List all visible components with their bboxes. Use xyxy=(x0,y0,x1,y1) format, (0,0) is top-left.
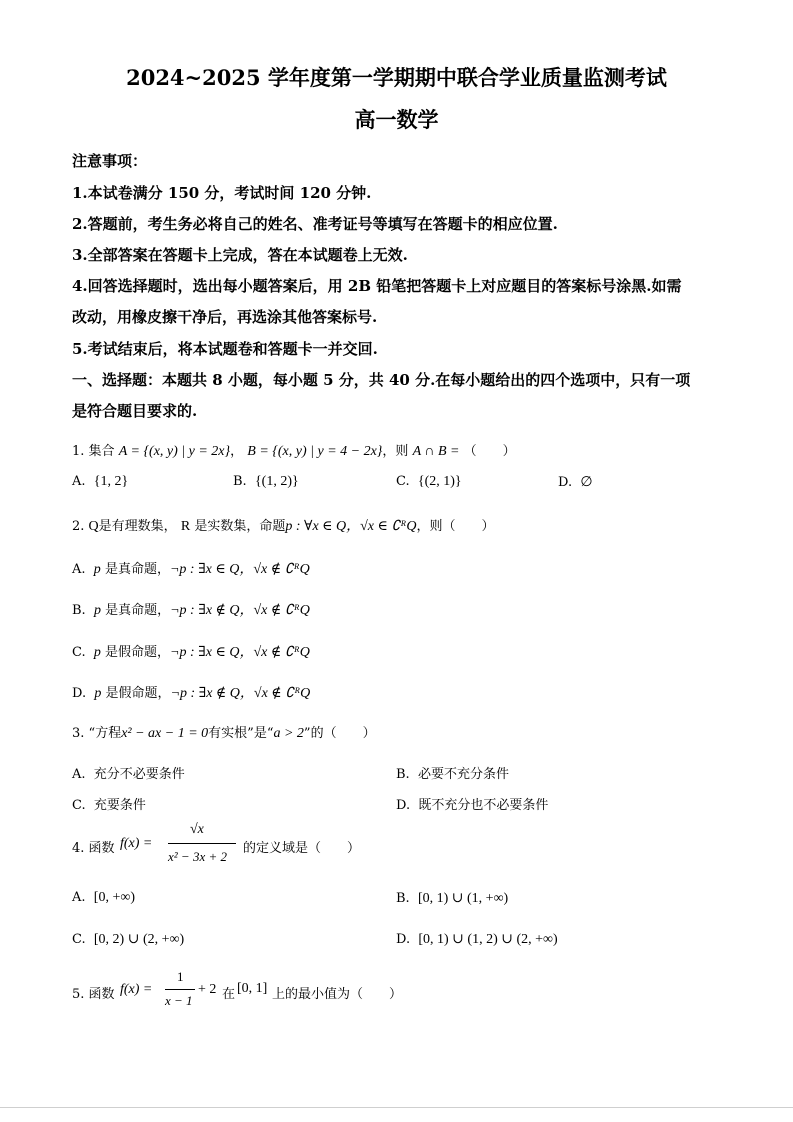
q2-option-b xyxy=(72,599,310,619)
note-item: 1.本试卷满分 150 分，考试时间 120 分钟. xyxy=(72,184,372,202)
section-heading: 一、选择题：本题共 8 小题，每小题 5 分，共 40 分.在每小题给出的四个选项中，只有一项 xyxy=(72,371,691,389)
option-text: 既不充分也不必要条件 xyxy=(418,798,549,813)
option-label: A. xyxy=(72,767,86,782)
option-label: C. xyxy=(72,932,86,947)
q4-denominator: x² − 3x + 2 xyxy=(168,849,227,864)
question-2 xyxy=(72,515,495,535)
note-item: 改动，用橡皮擦干净后，再选涂其他答案标号. xyxy=(72,308,378,326)
q3-option-b xyxy=(396,763,509,782)
option-text: {(1, 2)} xyxy=(254,474,299,489)
q5-text-2: 在 xyxy=(222,987,236,1002)
option-negation: ¬p : ∃x ∉ Q，√x ∉ ∁ᴿQ xyxy=(170,686,311,701)
question-3 xyxy=(72,722,376,742)
section-heading-cont: 是符合题目要求的. xyxy=(72,402,198,420)
q3-number: 3. xyxy=(72,726,85,741)
q1-paren: （ ） xyxy=(463,444,516,459)
q2-text-2: 是实数集，命题 xyxy=(194,519,286,534)
option-label: A. xyxy=(72,474,86,489)
option-text: ∅ xyxy=(580,475,593,490)
q5-plus: + 2 xyxy=(198,982,217,997)
option-label: B. xyxy=(396,767,410,782)
option-text: 必要不充分条件 xyxy=(417,767,509,782)
q4-text-1: 函数 xyxy=(88,841,115,856)
q5-frac-denominator: x − 1 xyxy=(165,993,193,1008)
note-item: 3.全部答案在答题卡上完成，答在本试题卷上无效. xyxy=(72,246,408,264)
q3-option-d xyxy=(396,794,548,813)
q5-number xyxy=(72,983,115,1002)
q4-option-b xyxy=(396,890,508,907)
page-bottom-divider xyxy=(0,1107,793,1108)
option-negation: ¬p : ∃x ∉ Q，√x ∉ ∁ᴿQ xyxy=(170,603,310,618)
option-p: p xyxy=(93,645,101,660)
q4-option-d xyxy=(396,931,558,948)
q2-sym-q: Q xyxy=(88,519,99,534)
option-p: p xyxy=(94,686,102,701)
q5-fx: f(x) = xyxy=(120,982,153,997)
option-text: [0, 1) ∪ (1, 2) ∪ (2, +∞) xyxy=(418,932,558,947)
option-label: A. xyxy=(72,890,86,905)
question-1 xyxy=(72,440,516,460)
q2-option-a xyxy=(72,558,310,578)
q3-option-a xyxy=(72,763,185,782)
q1-option-d xyxy=(558,474,593,491)
option-negation: ¬p : ∃x ∈ Q，√x ∉ ∁ᴿQ xyxy=(169,562,310,577)
option-text: [0, 1) ∪ (1, +∞) xyxy=(417,891,509,906)
q4-option-c xyxy=(72,931,184,948)
option-text: 充要条件 xyxy=(93,798,146,813)
q1-option-c xyxy=(396,474,462,490)
option-text: [0, 2) ∪ (2, +∞) xyxy=(93,932,185,947)
q4-num: 4. xyxy=(72,841,85,856)
option-p: p xyxy=(93,562,101,577)
q1-option-a xyxy=(72,474,128,490)
q2-text-1: 是有理数集， xyxy=(98,519,177,534)
q5-num: 5. xyxy=(72,987,85,1002)
q2-sym-r: R xyxy=(180,519,191,534)
q1-option-b xyxy=(233,474,299,490)
q3-equation: x² − ax − 1 = 0 xyxy=(121,726,209,741)
q4-fx: f(x) = xyxy=(120,836,153,851)
q4-number xyxy=(72,837,115,856)
q4-text-2: 的定义域是（ ） xyxy=(243,841,361,856)
q3-text-2: 有实根”是“ xyxy=(208,726,274,741)
option-text: [0, +∞) xyxy=(93,890,135,905)
note-item: 4.回答选择题时，选出每小题答案后，用 2B 铅笔把答题卡上对应题目的答案标号涂黑.如需 xyxy=(72,277,682,295)
q2-option-d xyxy=(72,682,310,702)
option-label: D. xyxy=(558,475,573,490)
q1-set-b: B = {(x, y) | y = 4 − 2x} xyxy=(247,444,383,459)
q5-text-1: 函数 xyxy=(88,987,115,1002)
q4-option-a xyxy=(72,890,135,906)
option-label: D. xyxy=(72,686,87,701)
q4-numerator: √x xyxy=(190,822,204,837)
option-label: B. xyxy=(72,603,86,618)
q2-proposition: p : ∀x ∈ Q，√x ∈ ∁ᴿQ xyxy=(285,519,417,534)
option-label: D. xyxy=(396,932,411,947)
q3-condition: a > 2 xyxy=(273,726,304,741)
exam-title: 2024~2025 学年度第一学期期中联合学业质量监测考试 xyxy=(126,65,667,90)
q1-comma: ， xyxy=(230,444,244,459)
q1-number: 1. xyxy=(72,444,85,459)
option-label: B. xyxy=(233,474,247,489)
q3-option-c xyxy=(72,794,146,813)
option-text: {1, 2} xyxy=(93,474,129,489)
option-negation: ¬p : ∃x ∈ Q，√x ∉ ∁ᴿQ xyxy=(170,645,310,660)
q2-tail: ，则（ ） xyxy=(416,519,495,534)
option-desc: 是真命题， xyxy=(104,562,170,577)
option-label: C. xyxy=(396,474,410,489)
option-text: {(2, 1)} xyxy=(417,474,462,489)
option-label: B. xyxy=(396,891,410,906)
option-label: C. xyxy=(72,798,86,813)
option-p: p xyxy=(93,603,101,618)
q5-frac-numerator: 1 xyxy=(177,969,184,984)
option-label: A. xyxy=(72,562,86,577)
option-label: C. xyxy=(72,645,86,660)
q2-number: 2. xyxy=(72,519,85,534)
subject-title: 高一数学 xyxy=(354,107,439,132)
q2-option-c xyxy=(72,641,310,661)
q4-fraction-bar xyxy=(168,843,236,844)
q3-text-3: ”的（ ） xyxy=(303,726,376,741)
q5-interval: [0, 1] xyxy=(237,981,268,996)
notes-heading: 注意事项： xyxy=(72,152,148,170)
q1-then: ，则 xyxy=(382,444,409,459)
option-desc: 是真命题， xyxy=(105,603,171,618)
q1-expr: A ∩ B = xyxy=(412,444,460,459)
q1-set-a: A = {(x, y) | y = 2x} xyxy=(118,444,231,459)
option-text: 充分不必要条件 xyxy=(93,767,185,782)
option-label: D. xyxy=(396,798,411,813)
q5-text-3: 上的最小值为（ ） xyxy=(272,987,403,1002)
q3-text-1: “方程 xyxy=(88,726,122,741)
note-item: 2.答题前，考生务必将自己的姓名、准考证号等填写在答题卡的相应位置. xyxy=(72,215,558,233)
note-item: 5.考试结束后，将本试题卷和答题卡一并交回. xyxy=(72,340,378,358)
q5-fraction-bar xyxy=(165,989,195,990)
option-desc: 是假命题， xyxy=(105,645,171,660)
q1-pre: 集合 xyxy=(88,444,115,459)
option-desc: 是假命题， xyxy=(105,686,171,701)
